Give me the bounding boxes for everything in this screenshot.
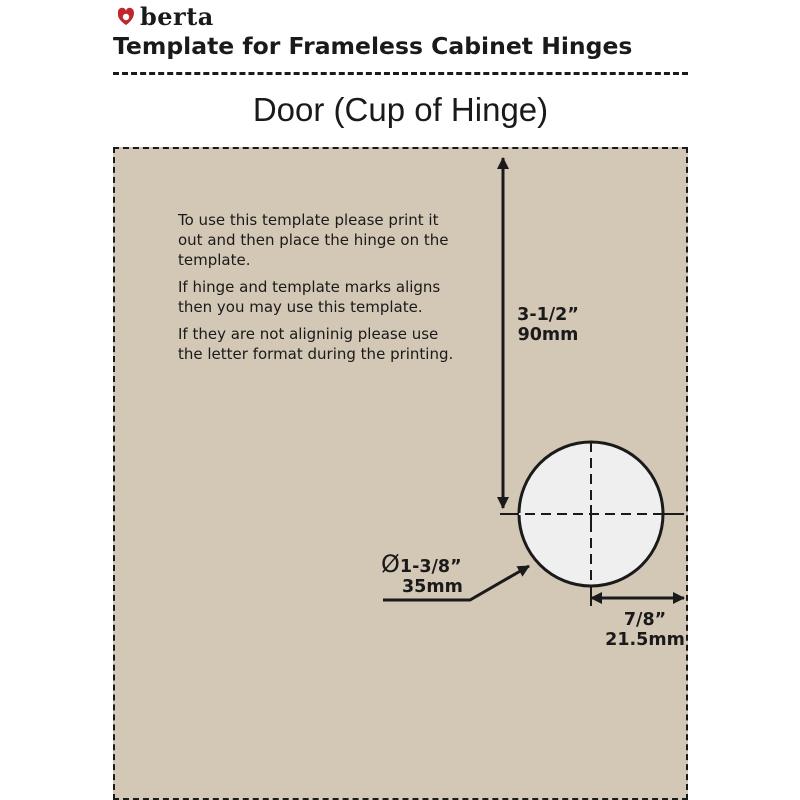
dimension-imperial: 1-3/8” — [399, 557, 462, 577]
dimension-imperial: 3-1/2” — [517, 305, 579, 325]
dimension-metric: 90mm — [517, 325, 579, 345]
brand-name: berta — [140, 1, 214, 31]
page-title: Template for Frameless Cabinet Hinges — [113, 32, 633, 60]
vertical-dimension-label — [498, 305, 598, 345]
diameter-symbol: Ø — [381, 550, 400, 578]
instruction-paragraph: If they are not aligninig please use the letter format during the printing. — [178, 325, 454, 363]
instruction-paragraph: If hinge and template marks aligns then you may use this template. — [178, 278, 441, 316]
diameter-label — [381, 550, 463, 597]
dimension-imperial: 7/8” — [623, 610, 667, 630]
section-title: Door (Cup of Hinge) — [252, 91, 549, 128]
edge-offset-label — [590, 610, 700, 650]
dimension-metric: 21.5mm — [605, 630, 685, 650]
instruction-paragraph: To use this template please print it out and then place the hinge on the template. — [178, 211, 449, 269]
dimension-metric: 35mm — [402, 577, 463, 597]
